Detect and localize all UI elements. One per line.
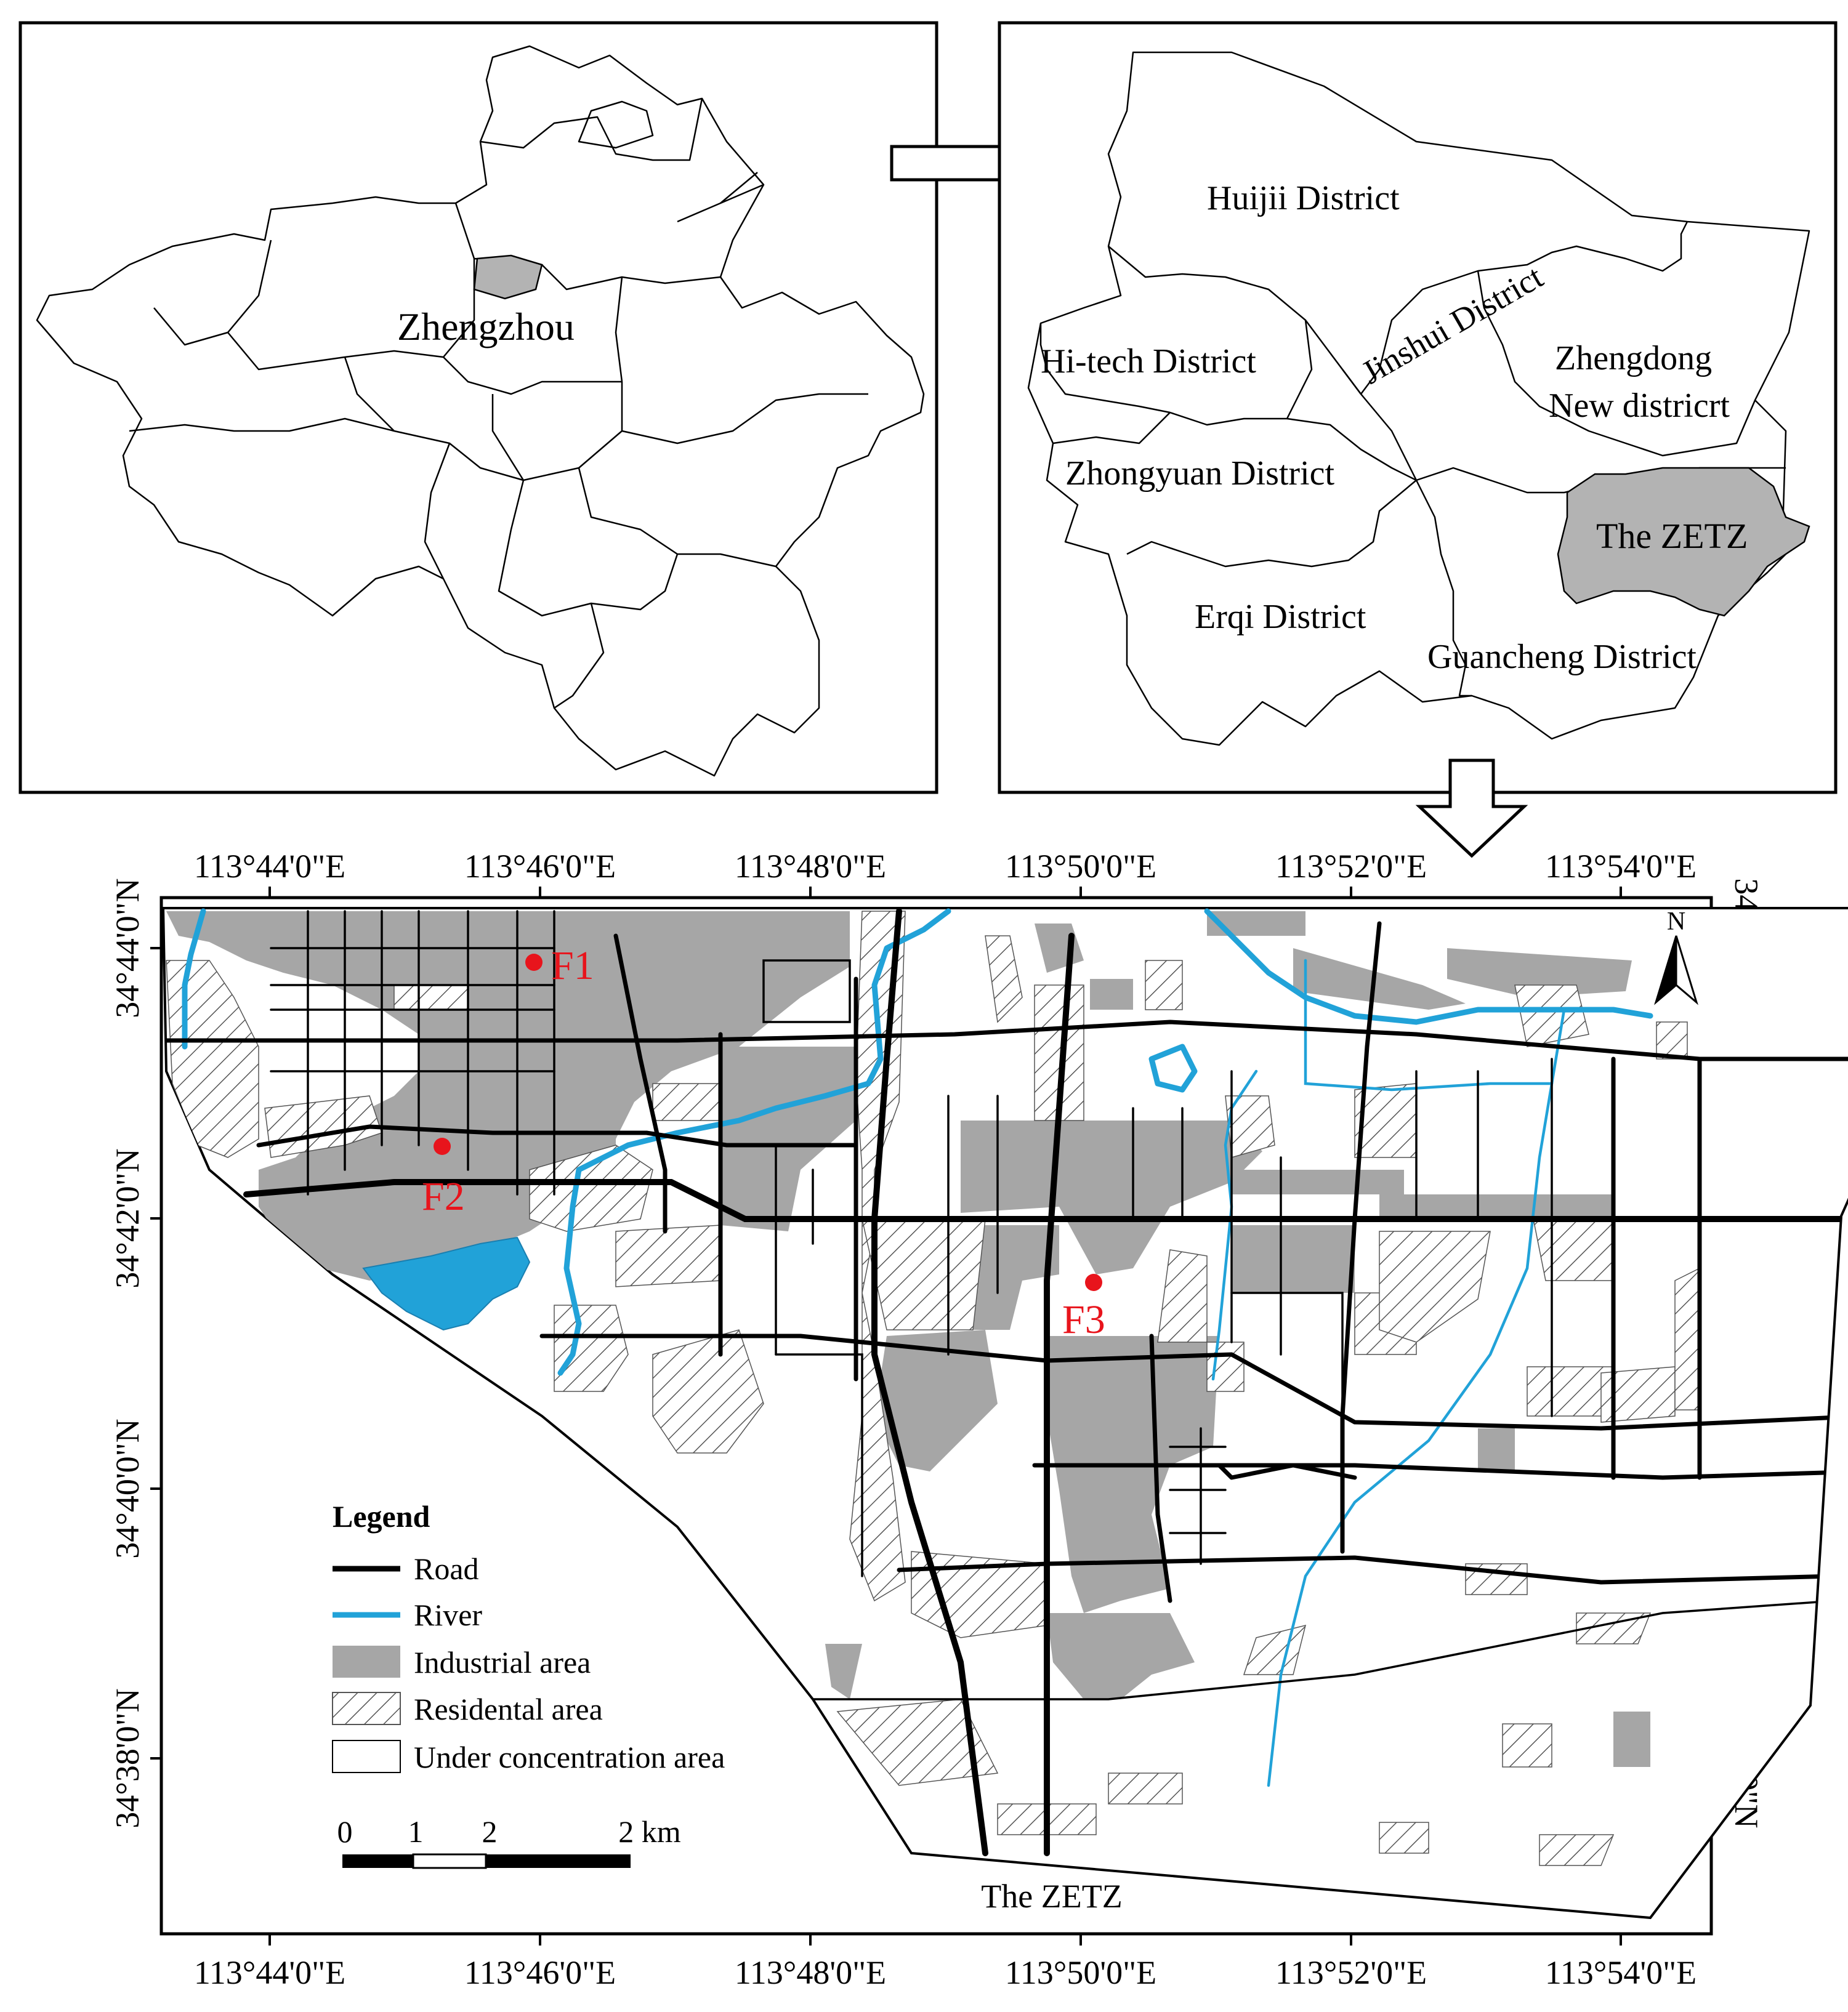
residential-area xyxy=(1503,1724,1552,1767)
residential-area xyxy=(653,1084,720,1121)
site-marker-f1 xyxy=(525,954,543,971)
legend-swatch-under xyxy=(333,1740,400,1773)
lon-tick-bottom: 113°48'0"E xyxy=(734,1954,887,1991)
site-marker-f2 xyxy=(434,1138,451,1155)
city-map-panel xyxy=(999,23,1836,792)
scale-label: 2 km xyxy=(618,1814,681,1849)
residential-area xyxy=(1527,1367,1613,1416)
district-label-zhengdong-line1: Zhengdong xyxy=(1555,339,1713,377)
lat-tick-left: 34°44'0"N xyxy=(109,878,146,1018)
scale-label: 1 xyxy=(408,1814,424,1849)
industrial-area xyxy=(1613,1712,1650,1767)
lon-tick-top: 113°44'0"E xyxy=(193,848,346,885)
scale-segment xyxy=(413,1854,486,1868)
district-label-guancheng: Guancheng District xyxy=(1427,638,1697,676)
district-label-hitech: Hi-tech District xyxy=(1041,342,1256,380)
scale-segment xyxy=(486,1854,631,1868)
district-label-zhongyuan: Zhongyuan District xyxy=(1065,454,1335,493)
residential-area xyxy=(1207,1342,1244,1391)
residential-area xyxy=(1145,960,1182,1010)
lon-tick-bottom: 113°54'0"E xyxy=(1544,1954,1697,1991)
residential-area xyxy=(1675,1268,1700,1410)
industrial-area xyxy=(1379,1194,1613,1219)
legend-label-under: Under concentration area xyxy=(414,1740,725,1774)
district-label-huijii: Huijii District xyxy=(1207,179,1400,217)
lon-tick-top: 113°50'0"E xyxy=(1004,848,1157,885)
district-label-jinshui: Jinshui District xyxy=(1355,258,1549,392)
lon-tick-top: 113°46'0"E xyxy=(464,848,616,885)
legend-title: Legend xyxy=(333,1499,430,1534)
lon-tick-bottom: 113°44'0"E xyxy=(193,1954,346,1991)
north-label: N xyxy=(1666,907,1686,936)
legend-label-industrial: Industrial area xyxy=(414,1645,591,1680)
industrial-area xyxy=(1478,1428,1515,1471)
residential-area xyxy=(1533,1219,1613,1281)
province-map-panel xyxy=(20,23,937,792)
residential-area xyxy=(1379,1822,1429,1853)
lat-tick-left: 34°40'0"N xyxy=(109,1418,146,1559)
site-label-f2: F2 xyxy=(422,1174,465,1219)
lon-tick-top: 113°54'0"E xyxy=(1544,848,1697,885)
zetz-detail-panel xyxy=(109,848,1848,1991)
site-label-f1: F1 xyxy=(551,943,594,988)
lat-tick-left: 34°42'0"N xyxy=(109,1148,146,1289)
legend-label-residential: Residental area xyxy=(414,1692,603,1726)
detail-map-title: The ZETZ xyxy=(981,1878,1123,1915)
zhengzhou-label: Zhengzhou xyxy=(397,305,575,348)
industrial-area xyxy=(1232,1225,1355,1293)
industrial-area xyxy=(1090,979,1133,1010)
scale-segment xyxy=(342,1854,413,1868)
lon-tick-bottom: 113°52'0"E xyxy=(1275,1954,1427,1991)
scale-label: 2 xyxy=(482,1814,498,1849)
lat-tick-left: 34°38'0"N xyxy=(109,1688,146,1829)
residential-area xyxy=(1656,1022,1687,1059)
lon-tick-top: 113°48'0"E xyxy=(734,848,887,885)
district-label-zetz: The ZETZ xyxy=(1596,516,1748,556)
district-label-erqi: Erqi District xyxy=(1195,598,1366,636)
lon-tick-top: 113°52'0"E xyxy=(1275,848,1427,885)
legend-swatch-residential xyxy=(333,1692,400,1724)
site-label-f3: F3 xyxy=(1062,1297,1105,1342)
residential-area xyxy=(394,985,468,1010)
scale-label: 0 xyxy=(337,1814,353,1849)
lon-tick-bottom: 113°46'0"E xyxy=(464,1954,616,1991)
residential-area xyxy=(616,1225,720,1287)
legend-swatch-industrial xyxy=(333,1646,400,1678)
legend-label-river: River xyxy=(414,1598,483,1632)
residential-area xyxy=(1108,1773,1182,1804)
lon-tick-bottom: 113°50'0"E xyxy=(1004,1954,1157,1991)
residential-area xyxy=(1539,1835,1613,1865)
site-marker-f3 xyxy=(1085,1274,1102,1291)
legend-label-road: Road xyxy=(414,1551,479,1586)
industrial-area xyxy=(1232,1170,1404,1194)
district-label-zhengdong-line2: New districrt xyxy=(1549,387,1730,425)
